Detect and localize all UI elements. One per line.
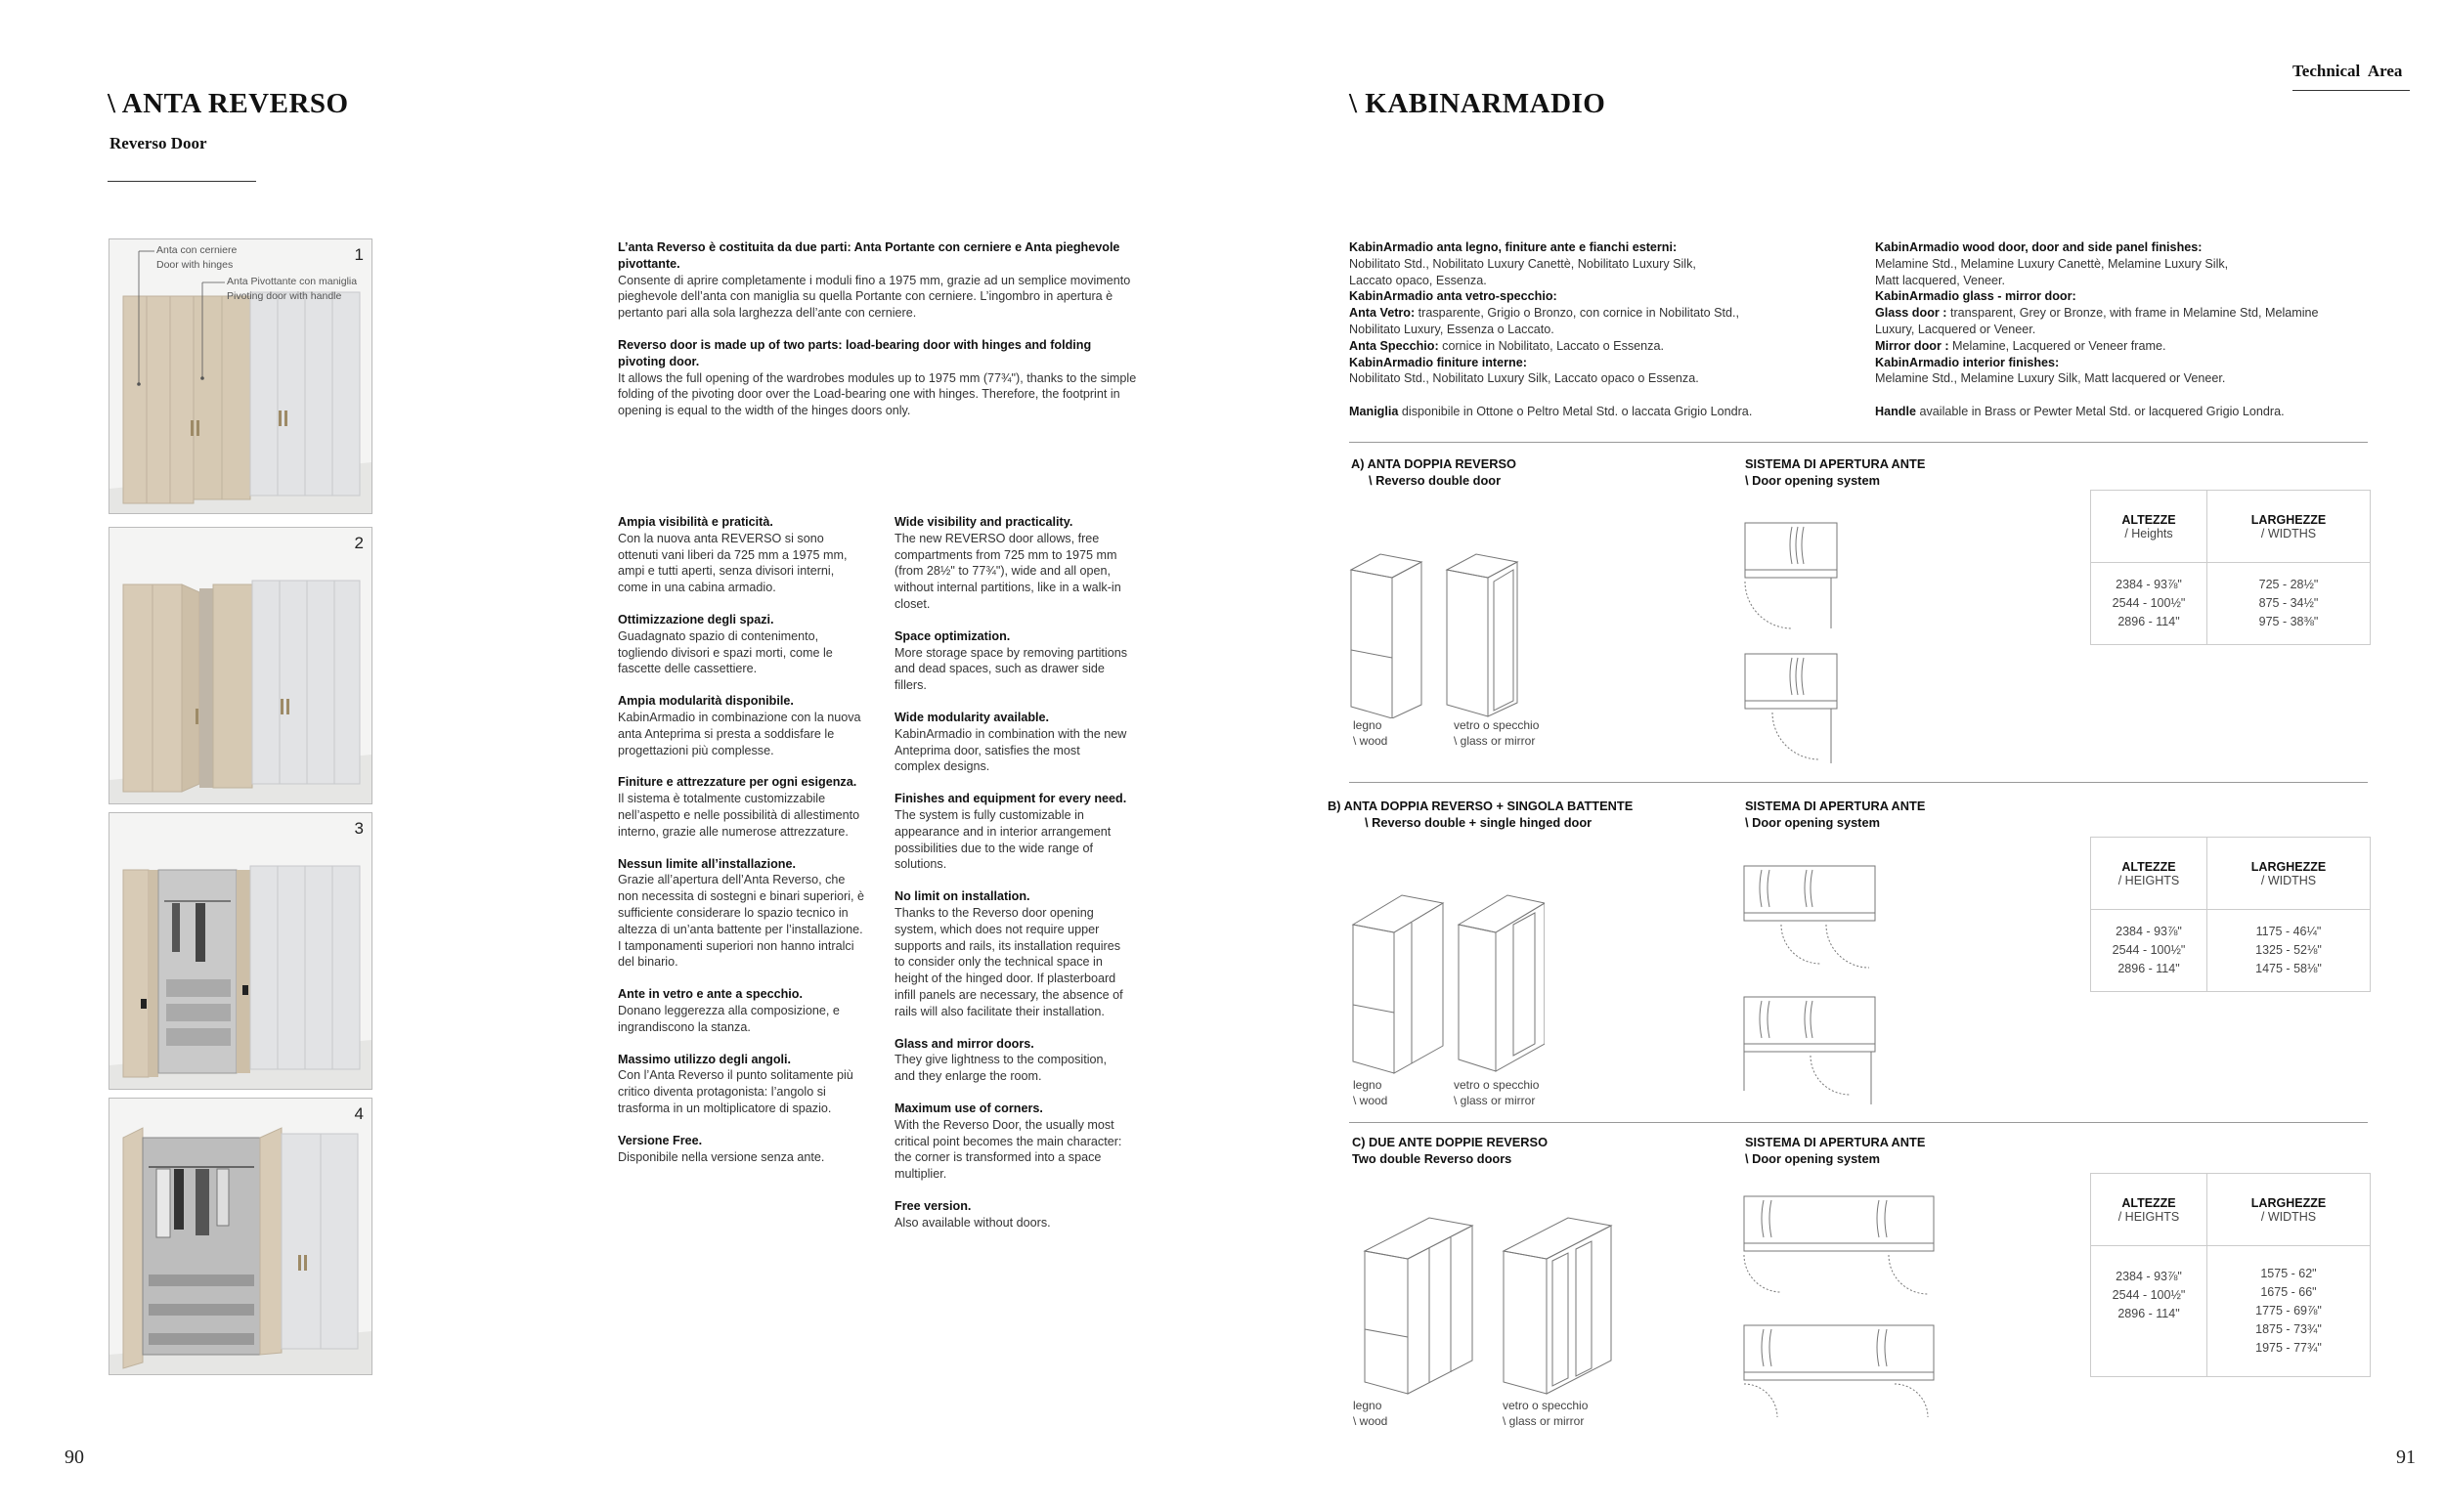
finishes-italian — [1349, 239, 1857, 420]
section-tag: Technical Area — [2292, 62, 2403, 80]
page-number-right: 91 — [2396, 1447, 2416, 1468]
fin-it-interior-heading: KabinArmadio finiture interne: — [1349, 355, 1527, 369]
fin-it-mirror-text: cornice in Nobilitato, Laccato o Essenza. — [1438, 338, 1664, 353]
section-b-dimensions-table — [2090, 837, 2371, 992]
feature-it-7-text: Con l’Anta Reverso il punto solitamente più critico diventa protagonista: l’angolo si trasforma in un moltiplicatore di spazio. — [618, 1068, 853, 1115]
section-a-system — [1745, 456, 1925, 490]
section-a-glass-label — [1454, 718, 1539, 749]
feature-it-1-text: Con la nuova anta REVERSO si sono ottenuti vani liberi da 725 mm a 1975 mm, ampi e tutti aperti, senza divisori interni, come in una cabina armadio. — [618, 531, 848, 595]
feature-en-2-heading: Space optimization. — [895, 628, 1011, 643]
fin-en-line9: Melamine Std., Melamine Luxury Silk, Matt lacquered or Veneer. — [1875, 371, 2226, 386]
feature-it-8-heading: Versione Free. — [618, 1133, 703, 1147]
section-tag-rule — [2292, 90, 2410, 91]
section-b-wood-en: \ wood — [1353, 1093, 1388, 1107]
fin-en-mirror-label: Mirror door : — [1875, 338, 1949, 353]
fin-en-handle-line — [1875, 404, 2403, 420]
wardrobe-photo-1 — [109, 238, 372, 514]
wardrobe-photo-2 — [109, 527, 372, 804]
section-a-dimensions-table — [2090, 490, 2371, 645]
photo-number-1: 1 — [354, 245, 364, 264]
wardrobe-open-illustration — [109, 1099, 371, 1374]
section-a-wood-it: legno — [1353, 718, 1382, 732]
feature-it-6-text: Donano leggerezza alla composizione, e ingrandiscono la stanza. — [618, 1003, 840, 1034]
feature-en-6 — [895, 1036, 1129, 1085]
section-a-widths-sub: / WIDTHS — [2260, 526, 2317, 540]
fin-en-handle-text: available in Brass or Pewter Metal Std. or lacquered Grigio Londra. — [1916, 404, 2285, 418]
section-a-wood-en: \ wood — [1353, 733, 1388, 748]
feature-en-5 — [895, 888, 1129, 1019]
section-c-heights-header: ALTEZZE — [2121, 1195, 2176, 1210]
section-b-wood-it: legno — [1353, 1078, 1382, 1092]
section-a-title-it: A) ANTA DOPPIA REVERSO — [1351, 456, 1516, 471]
section-c-title-it: C) DUE ANTE DOPPIE REVERSO — [1352, 1135, 1549, 1149]
features-english — [895, 514, 1129, 1231]
wardrobe-photo-4 — [109, 1098, 372, 1375]
feature-en-6-text: They give lightness to the composition, and they enlarge the room. — [895, 1053, 1108, 1084]
feature-it-4 — [618, 774, 867, 840]
fin-en-mirror-text: Melamine, Lacquered or Veneer frame. — [1948, 338, 2166, 353]
section-b-glass-en: \ glass or mirror — [1454, 1093, 1536, 1107]
section-c-title — [1352, 1135, 1548, 1168]
feature-en-5-heading: No limit on installation. — [895, 889, 1030, 904]
section-c-glass-en: \ glass or mirror — [1503, 1413, 1585, 1428]
feature-it-2-heading: Ottimizzazione degli spazi. — [618, 612, 774, 626]
section-b-height-3: 2896 - 114" — [2117, 962, 2180, 975]
section-a-system-it: SISTEMA DI APERTURA ANTE — [1745, 456, 1926, 471]
feature-it-2 — [618, 612, 867, 677]
feature-it-3-text: KabinArmadio in combinazione con la nuova anta Anteprima si presta a soddisfare le progettazioni più complesse. — [618, 710, 861, 757]
feature-it-5 — [618, 856, 867, 972]
section-b-height-2: 2544 - 100½" — [2112, 943, 2186, 957]
section-b-heights-header: ALTEZZE — [2121, 859, 2176, 874]
section-c-title-en: Two double Reverso doors — [1352, 1150, 1512, 1166]
section-a-title — [1351, 456, 1516, 490]
callout-pivot-en: Pivoting door with handle — [227, 290, 342, 302]
section-c-wood-it: legno — [1353, 1399, 1382, 1412]
section-c-glass-label — [1503, 1399, 1588, 1429]
feature-it-4-heading: Finiture e attrezzature per ogni esigenza. — [618, 775, 857, 790]
intro-en-heading: Reverso door is made up of two parts: load-bearing door with hinges and folding pivoting door. — [618, 337, 1092, 368]
feature-it-8-text: Disponibile nella versione senza ante. — [618, 1149, 825, 1164]
section-b-width-3: 1475 - 58⅛" — [2255, 962, 2322, 975]
feature-en-7 — [895, 1101, 1129, 1183]
fin-en-line3: Matt lacquered, Veneer. — [1875, 273, 2006, 287]
callout-hinged-en: Door with hinges — [156, 259, 234, 271]
page-number-left: 90 — [65, 1447, 84, 1468]
section-a-width-2: 875 - 34½" — [2258, 596, 2319, 610]
section-c-heights-sub: / HEIGHTS — [2117, 1209, 2180, 1224]
feature-en-5-text: Thanks to the Reverso door opening system, which does not require upper supports and rails, its installation requires to consider only the technical space in height of the hinged door. If plasterboard infill panels are necessary, the absence of rails will also facilitate their installation. — [895, 905, 1123, 1018]
section-a-wood-label — [1353, 718, 1387, 749]
section-c-system-it: SISTEMA DI APERTURA ANTE — [1745, 1135, 1926, 1149]
section-b-system-it: SISTEMA DI APERTURA ANTE — [1745, 799, 1926, 813]
feature-en-1-text: The new REVERSO door allows, free compartments from 725 mm to 1975 mm (from 28½" to 77¾"), wide and all open, without internal partitions, like in a walk-in closet. — [895, 531, 1121, 611]
fin-en-line2: Melamine Std., Melamine Luxury Canettè, Melamine Luxury Silk, — [1875, 256, 2229, 271]
feature-en-1-heading: Wide visibility and practicality. — [895, 515, 1073, 529]
section-a-glass-it: vetro o specchio — [1454, 718, 1540, 732]
feature-it-6 — [618, 986, 867, 1035]
section-c-width-2: 1675 - 66" — [2260, 1285, 2317, 1299]
section-b-opening-plan — [1742, 864, 1879, 1108]
feature-en-6-heading: Glass and mirror doors. — [895, 1036, 1034, 1051]
feature-en-4 — [895, 791, 1129, 873]
feature-en-4-heading: Finishes and equipment for every need. — [895, 792, 1127, 806]
section-c-system-en: \ Door opening system — [1745, 1150, 1880, 1166]
section-a-glass-en: \ glass or mirror — [1454, 733, 1536, 748]
section-a-height-2: 2544 - 100½" — [2112, 596, 2186, 610]
section-c-height-1: 2384 - 93⅞" — [2116, 1270, 2182, 1283]
fin-it-mirror-label: Anta Specchio: — [1349, 338, 1439, 353]
feature-it-3-heading: Ampia modularità disponibile. — [618, 694, 794, 709]
fin-it-line9: Nobilitato Std., Nobilitato Luxury Silk, Laccato opaco o Essenza. — [1349, 371, 1699, 386]
section-a-title-en: \ Reverso double door — [1369, 472, 1502, 488]
fin-it-mirror-line — [1349, 338, 1857, 355]
feature-en-7-heading: Maximum use of corners. — [895, 1101, 1043, 1115]
callout-hinged-it: Anta con cerniere — [156, 244, 238, 256]
fin-it-line6: Nobilitato Luxury, Essenza o Laccato. — [1349, 322, 1554, 336]
feature-it-5-heading: Nessun limite all’installazione. — [618, 856, 796, 871]
section-a-opening-plan — [1743, 521, 1841, 765]
section-b-width-2: 1325 - 52⅛" — [2255, 943, 2322, 957]
section-c-height-2: 2544 - 100½" — [2112, 1288, 2186, 1302]
section-a-height-3: 2896 - 114" — [2117, 615, 2180, 628]
feature-it-7 — [618, 1052, 867, 1117]
section-a-rule — [1349, 442, 2368, 443]
section-a-system-en: \ Door opening system — [1745, 472, 1880, 488]
fin-en-glass-text: transparent, Grey or Bronze, with frame in Melamine Std, Melamine — [1946, 306, 2319, 321]
fin-it-line3: Laccato opaco, Essenza. — [1349, 273, 1487, 287]
fin-en-glass-line — [1875, 305, 2403, 322]
feature-it-7-heading: Massimo utilizzo degli angoli. — [618, 1052, 792, 1066]
feature-en-3 — [895, 710, 1129, 775]
wardrobe-half-open-illustration — [109, 813, 371, 1089]
left-title-rule — [108, 181, 256, 182]
section-a-widths-header: LARGHEZZE — [2250, 512, 2327, 527]
wardrobe-photo-3 — [109, 812, 372, 1090]
section-a-width-1: 725 - 28½" — [2258, 578, 2319, 591]
left-page-subtitle: Reverso Door — [109, 134, 207, 152]
section-c-widths-header: LARGHEZZE — [2250, 1195, 2327, 1210]
feature-it-1-heading: Ampia visibilità e praticità. — [618, 515, 773, 529]
finishes-english — [1875, 239, 2403, 420]
section-c-wood-en: \ wood — [1353, 1413, 1388, 1428]
callout-pivot-it: Anta Pivottante con maniglia — [227, 276, 358, 287]
section-b-title-it: B) ANTA DOPPIA REVERSO + SINGOLA BATTENTE — [1328, 799, 1634, 813]
section-c-glass-it: vetro o specchio — [1503, 1399, 1589, 1412]
section-b-heights-sub: / HEIGHTS — [2117, 873, 2180, 887]
section-c-dimensions-table — [2090, 1173, 2371, 1377]
section-a-heights-sub: / Heights — [2124, 526, 2173, 540]
fin-it-glass-line — [1349, 305, 1857, 322]
feature-it-5-text: Grazie all’apertura dell’Anta Reverso, che non necessita di sostegni e binari superiori, è sufficiente considerare lo spazio tecnico in altezza di un’anta battente per l’installazione. I tamponamenti superiori non hanno intralci del binario. — [618, 873, 865, 970]
feature-it-6-heading: Ante in vetro e ante a specchio. — [618, 987, 803, 1002]
fin-en-mirror-line — [1875, 338, 2403, 355]
section-b-system-en: \ Door opening system — [1745, 814, 1880, 830]
section-c-wardrobe-drawings — [1361, 1212, 1615, 1398]
section-b-height-1: 2384 - 93⅞" — [2116, 925, 2182, 938]
feature-it-8 — [618, 1133, 867, 1166]
section-b-title — [1328, 799, 1633, 832]
features-italian — [618, 514, 867, 1165]
fin-it-glass-text: trasparente, Grigio o Bronzo, con cornice in Nobilitato Std., — [1415, 306, 1739, 321]
section-b-widths-sub: / WIDTHS — [2260, 873, 2317, 887]
right-page-title: \ KABINARMADIO — [1349, 88, 1606, 119]
section-a-width-3: 975 - 38⅜" — [2258, 615, 2319, 628]
intro-it-text: Consente di aprire completamente i moduli fino a 1975 mm, grazie ad un semplice movimento pieghevole dell’anta con maniglia su quella Portante con cerniere. L’ingombro in apertura è pertanto pari alla sola larghezza dell’ante con cerniere. — [618, 273, 1131, 321]
fin-it-line2: Nobilitato Std., Nobilitato Luxury Canettè, Nobilitato Luxury Silk, — [1349, 256, 1696, 271]
section-b-wardrobe-drawings — [1349, 889, 1545, 1075]
section-c-width-1: 1575 - 62" — [2260, 1267, 2317, 1280]
section-b-title-en: \ Reverso double + single hinged door — [1365, 814, 1593, 830]
intro-en-text: It allows the full opening of the wardrobes modules up to 1975 mm (77¾"), thanks to the simple folding of the pivoting door over the Load-bearing one with hinges. Therefore, the footprint in opening is equal to the width of the hinges doors only. — [618, 370, 1137, 418]
feature-en-8 — [895, 1198, 1129, 1231]
feature-en-2-text: More storage space by removing partitions and dead spaces, such as drawer side fillers. — [895, 645, 1127, 693]
section-b-widths-header: LARGHEZZE — [2250, 859, 2327, 874]
section-c-wood-label — [1353, 1399, 1387, 1429]
photo-number-4: 4 — [354, 1104, 364, 1123]
fin-it-glass-heading: KabinArmadio anta vetro-specchio: — [1349, 289, 1557, 304]
section-c-rule — [1349, 1122, 2368, 1123]
fin-it-handle-label: Maniglia — [1349, 404, 1399, 418]
feature-it-1 — [618, 514, 867, 596]
section-b-glass-label — [1454, 1078, 1539, 1108]
section-b-system — [1745, 799, 1925, 832]
section-b-rule — [1349, 782, 2368, 783]
feature-en-3-text: KabinArmadio in combination with the new Anteprima door, satisfies the most complex designs. — [895, 726, 1127, 774]
section-c-widths-sub: / WIDTHS — [2260, 1209, 2317, 1224]
photo-number-3: 3 — [354, 819, 364, 838]
feature-en-3-heading: Wide modularity available. — [895, 710, 1050, 724]
fin-en-wood-heading: KabinArmadio wood door, door and side panel finishes: — [1875, 240, 2203, 254]
feature-it-4-text: Il sistema è totalmente customizzabile nell’aspetto e nelle possibilità di allestimento interno, grazie alle numerose attrezzature. — [618, 792, 860, 839]
intro-it-heading: L’anta Reverso è costituita da due parti: Anta Portante con cerniere e Anta pieghevole pivottante. — [618, 240, 1120, 271]
section-c-width-3: 1775 - 69⅞" — [2255, 1304, 2322, 1318]
section-c-width-4: 1875 - 73¾" — [2255, 1322, 2322, 1336]
feature-en-8-heading: Free version. — [895, 1198, 972, 1213]
section-a-wardrobe-drawings — [1349, 542, 1525, 718]
feature-it-3 — [618, 693, 867, 758]
section-b-glass-it: vetro o specchio — [1454, 1078, 1540, 1092]
section-c-system — [1745, 1135, 1925, 1168]
fin-en-glass-heading: KabinArmadio glass - mirror door: — [1875, 289, 2076, 304]
fin-it-handle-text: disponibile in Ottone o Peltro Metal Std. o laccata Grigio Londra. — [1398, 404, 1753, 418]
photo-number-2: 2 — [354, 534, 364, 552]
fin-en-interior-heading: KabinArmadio interior finishes: — [1875, 355, 2060, 369]
section-c-opening-plan — [1742, 1194, 1938, 1429]
fin-en-line6: Luxury, Lacquered or Veneer. — [1875, 322, 2036, 336]
fin-it-glass-label: Anta Vetro: — [1349, 306, 1416, 321]
fin-it-wood-heading: KabinArmadio anta legno, finiture ante e fianchi esterni: — [1349, 240, 1678, 254]
left-page-title: \ ANTA REVERSO — [108, 88, 349, 119]
section-a-heights-header: ALTEZZE — [2121, 512, 2176, 527]
feature-en-1 — [895, 514, 1129, 613]
section-c-width-5: 1975 - 77¾" — [2255, 1341, 2322, 1355]
feature-en-2 — [895, 628, 1129, 694]
feature-en-8-text: Also available without doors. — [895, 1215, 1051, 1230]
section-c-height-3: 2896 - 114" — [2117, 1307, 2180, 1320]
feature-en-4-text: The system is fully customizable in appearance and in interior arrangement possibilities due to the wide range of solutions. — [895, 807, 1112, 872]
fin-it-handle-line — [1349, 404, 1857, 420]
fin-en-glass-label: Glass door : — [1875, 306, 1947, 321]
feature-it-2-text: Guadagnato spazio di contenimento, togliendo divisori e spazi morti, come le fascette delle cassettiere. — [618, 628, 833, 676]
section-b-wood-label — [1353, 1078, 1387, 1108]
feature-en-7-text: With the Reverso Door, the usually most critical point becomes the main character: the corner is transformed into a space multiplier. — [895, 1117, 1122, 1182]
reverso-intro — [618, 239, 1141, 419]
section-b-width-1: 1175 - 46¼" — [2255, 925, 2322, 938]
section-a-height-1: 2384 - 93⅞" — [2116, 578, 2182, 591]
wardrobe-folding-illustration — [109, 528, 371, 803]
fin-en-handle-label: Handle — [1875, 404, 1916, 418]
